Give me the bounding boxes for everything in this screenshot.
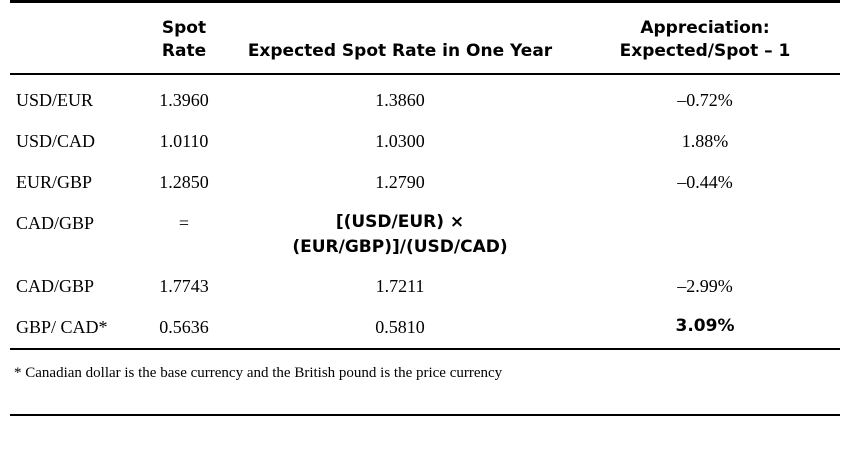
cell-pair: GBP/ CAD* [16,317,108,338]
cell-expected: 1.3860 [230,74,570,121]
column-header-appreciation [570,2,840,74]
cell-pair: EUR/GBP [16,171,93,192]
table-header [10,2,840,74]
cell-appreciation: 1.88% [681,130,729,151]
table-row [10,266,840,307]
footnote-section [10,348,840,384]
table-row-formula [10,203,840,266]
column-header-spot-line2: Rate [161,40,207,61]
cell-appreciation: 3.09% [675,316,735,337]
cell-pair: CAD/GBP [16,212,95,233]
cell-expected: 1.0300 [375,130,425,151]
cell-appreciation: –0.72% [570,74,840,121]
cell-formula: [(USD/EUR) × (EUR/GBP)]/(USD/CAD) [292,211,508,257]
table-row [10,307,840,348]
cell-spot: 1.2850 [159,171,209,192]
cell-pair: CAD/GBP [16,276,95,297]
table-body [10,74,840,348]
cell-expected: 1.7211 [375,276,425,297]
cell-spot: 0.5636 [159,317,209,338]
cell-pair: USD/EUR [10,74,138,121]
cell-expected: 0.5810 [375,317,425,338]
column-header-appreciation-line1: Appreciation: [640,18,770,38]
cell-appreciation [570,203,840,266]
cell-spot: 1.7743 [159,276,209,297]
cell-expected: 1.2790 [375,171,425,192]
cell-appreciation: –2.99% [677,276,733,297]
fx-rates-table [10,0,840,348]
bottom-rule [10,414,840,416]
column-header-expected-spot: Expected Spot Rate in One Year [247,40,553,61]
column-header-spot-line1: Spot [161,18,207,38]
cell-spot: 1.3960 [138,74,230,121]
cell-equals-sign: = [178,212,190,233]
cell-pair: USD/CAD [16,130,96,151]
column-header-spot-rate [138,2,230,74]
table-row [10,121,840,162]
column-header-appreciation-line2: Expected/Spot – 1 [619,40,791,61]
table-row [10,162,840,203]
footnote-text: * Canadian dollar is the base currency and the British pound is the price currency [14,365,503,382]
cell-spot: 1.0110 [159,130,209,151]
table-row [10,74,840,121]
column-header-pair [10,2,138,74]
cell-appreciation: –0.44% [677,171,733,192]
